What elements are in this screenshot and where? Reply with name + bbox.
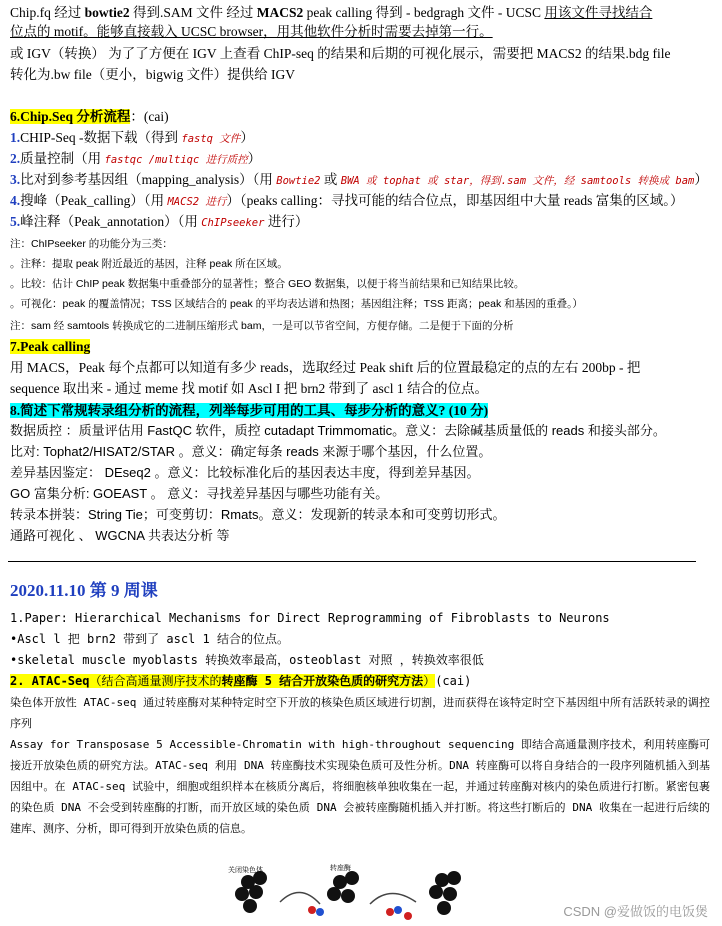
heading-text: 6.Chip.Seq 分析流程: [10, 109, 131, 124]
text: 5.: [10, 214, 21, 229]
text: 3.: [10, 172, 21, 187]
figure-label-closed: 关闭染色体: [228, 867, 263, 874]
atac-paragraph-1: 染色体开放性 ATAC-seq 通过转座酶对某种特定时空下开放的核染色质区域进行切割，进而获得在该特定时空下基因组中所有活跃转录的调控序列: [10, 696, 710, 730]
text: ）: [423, 674, 436, 688]
rnaseq-assembly: 转录本拼装：String Tie；可变剪切：Rmats。意义：发现新的转录本和可变剪切形式。: [10, 507, 506, 522]
text: 。能够直接载入 UCSC browser，用其他软件分析时需要去掉第一行。: [83, 24, 493, 39]
text: 得到.SAM 文件 经过: [129, 5, 257, 20]
text: 进行）: [264, 214, 309, 229]
note-1: 注：ChIPseeker 的功能分为三类：: [10, 238, 173, 250]
text: （结合高通量测序技术的: [89, 674, 222, 688]
text: 1.: [10, 130, 21, 145]
text: 比对到参考基因组（mapping_analysis）（用: [20, 172, 277, 187]
note-3: 。比较：估计 ChIP peak 数据集中重叠部分的显著性；整合 GEO 数据集，以便于将当前结果和已知结果比较。: [10, 278, 525, 290]
heading-text: 7.Peak calling: [10, 339, 91, 354]
text: 4.: [10, 193, 21, 208]
text: bowtie2: [84, 5, 130, 20]
text: 2.: [10, 151, 21, 166]
heading-text: 8.简述下常规转录组分析的流程，列举每步可用的工具、每步分析的意义? (10 分): [10, 403, 489, 418]
rnaseq-deg: 差异基因鉴定： DEseq2 。意义：比较标准化后的基因表达丰度，得到差异基因。: [10, 465, 480, 480]
text: Bowtie2: [276, 175, 321, 187]
atac-paragraph-2: Assay for Transposase 5 Accessible-Chromatin with high-throughout sequencing 即结合高通量测序技术，利用转座酶可接近开放染色质的研究方法。ATAC-seq 利用 DNA 转座酶技术实现染色质可及性分析。DNA 转座酶可以将自身结合的一段序列随机插入到基因组中。在 ATAC-seq 试验中，细胞或组织样本在核质分离后，将细胞核单独收集在一起，并通过转座酶对核内的染色质进行打断。紧密包裹的染色质 DNA 不会受到转座酶的打断，而开放区域的染色质 DNA 会被转座酶随机插入并打断。将这些打断后的 DNA 收集在一起进行后续的建库、测序、分析，即可得到开放染色质的信息。: [10, 738, 710, 835]
section-6-heading: [10, 108, 169, 126]
intro-line-1: [10, 4, 652, 22]
section-7-line-1: 用 MACS，Peak 每个点都可以知道有多少 reads，选取经过 Peak shift 后的位置最稳定的点的左右 200bp - 把: [10, 360, 641, 375]
intro-line-4: 转化为.bw file（更小，bigwig 文件）提供给 IGV: [10, 67, 295, 82]
text: peak calling 得到 - bedgragh 文件 - UCSC: [303, 5, 545, 20]
figure-label-enzyme: 转座酶: [330, 865, 351, 872]
atac-figure: [220, 862, 520, 926]
text: ChIPseeker: [201, 217, 265, 229]
text: MACS2 进行: [167, 196, 227, 208]
step-3: [10, 171, 708, 190]
section-7-line-2: sequence 取出来 - 通过 meme 找 motif 如 Ascl I 把 brn2 带到了 ascl 1 结合的位点。: [10, 381, 489, 396]
section-7-heading: [10, 338, 90, 356]
note-4: 。可视化：peak 的覆盖情况；TSS 区域结合的 peak 的平均表达谱和热图；基因组注释；TSS 距离；peak 和基因的重叠。）: [10, 298, 583, 310]
text: ）: [247, 151, 262, 166]
step-5: [10, 213, 308, 232]
step-1: [10, 129, 254, 148]
section-8-heading: [10, 402, 488, 420]
text: ）: [240, 130, 254, 145]
step-4: [10, 192, 684, 211]
week-heading: 2020.11.10 第 9 周课: [10, 581, 158, 600]
text: MACS2: [256, 5, 304, 20]
intro-line-2: [10, 23, 493, 41]
text: 峰注释（Peak_annotation）（用: [20, 214, 202, 229]
rnaseq-pathway: 通路可视化 、 WGCNA 共表达分析 等: [10, 528, 230, 543]
heading-text: 2. ATAC-Seq: [10, 674, 90, 688]
note-2: 。注释：提取 peak 附近最近的基因，注释 peak 所在区域。: [10, 258, 288, 270]
atac-heading: [10, 672, 471, 690]
watermark: CSDN @爱做饭的电饭煲: [563, 904, 708, 919]
text: (cai): [435, 674, 472, 688]
note-5: 注：sam 经 samtools 转换成它的二进制压缩形式 bam，一是可以节省空间，方便存储。二是便于下面的分析: [10, 320, 514, 332]
intro-line-3: 或 IGV（转换） 为了了方便在 IGV 上查看 ChIP-seq 的结果和后期的可视化展示，需要把 MACS2 的结果.bdg file: [10, 46, 671, 61]
text: Chip.fq 经过: [10, 5, 85, 20]
rnaseq-align: 比对: Tophat2/HISAT2/STAR 。意义：确定每条 reads 来源于哪个基因，什么位置。: [10, 444, 492, 459]
text: CHIP-Seq -数据下载（得到: [20, 130, 182, 145]
text: ）（peaks calling：寻找可能的结合位点，即基因组中大量 reads 富集的区域。）: [226, 193, 684, 208]
text: 搜峰（Peak_calling）（用: [20, 193, 168, 208]
text: fastqc /multiqc 进行质控: [104, 154, 248, 166]
text: BWA 或 tophat 或 star，得到.sam 文件，经 samtools 转换成 bam: [340, 175, 695, 187]
text: 用该文件寻找结合: [544, 5, 653, 20]
text: ：(cai): [130, 109, 169, 124]
text: 或: [320, 172, 341, 187]
step-2: [10, 150, 261, 169]
text: fastq 文件: [181, 133, 241, 145]
paper-line: 1.Paper: Hierarchical Mechanisms for Direct Reprogramming of Fibroblasts to Neurons: [10, 611, 610, 625]
text: 位点的 motif: [10, 24, 84, 39]
bullet-1: •Ascl l 把 brn2 带到了 ascl 1 结合的位点。: [10, 632, 289, 646]
text: ）: [694, 172, 708, 187]
bullet-2: •skeletal muscle myoblasts 转换效率最高，osteoblast 对照 ，转换效率很低: [10, 653, 484, 667]
text: 质量控制（用: [20, 151, 105, 166]
rnaseq-go: GO 富集分析: GOEAST 。 意义：寻找差异基因与哪些功能有关。: [10, 486, 389, 501]
text: 转座酶 5 结合开放染色质的研究方法: [221, 674, 424, 688]
section-divider: [8, 561, 696, 562]
rnaseq-qc: 数据质控 ：质量评估用 FastQC 软件，质控 cutadapt Trimmomatic。意义：去除碱基质量低的 reads 和接头部分。: [10, 423, 666, 438]
